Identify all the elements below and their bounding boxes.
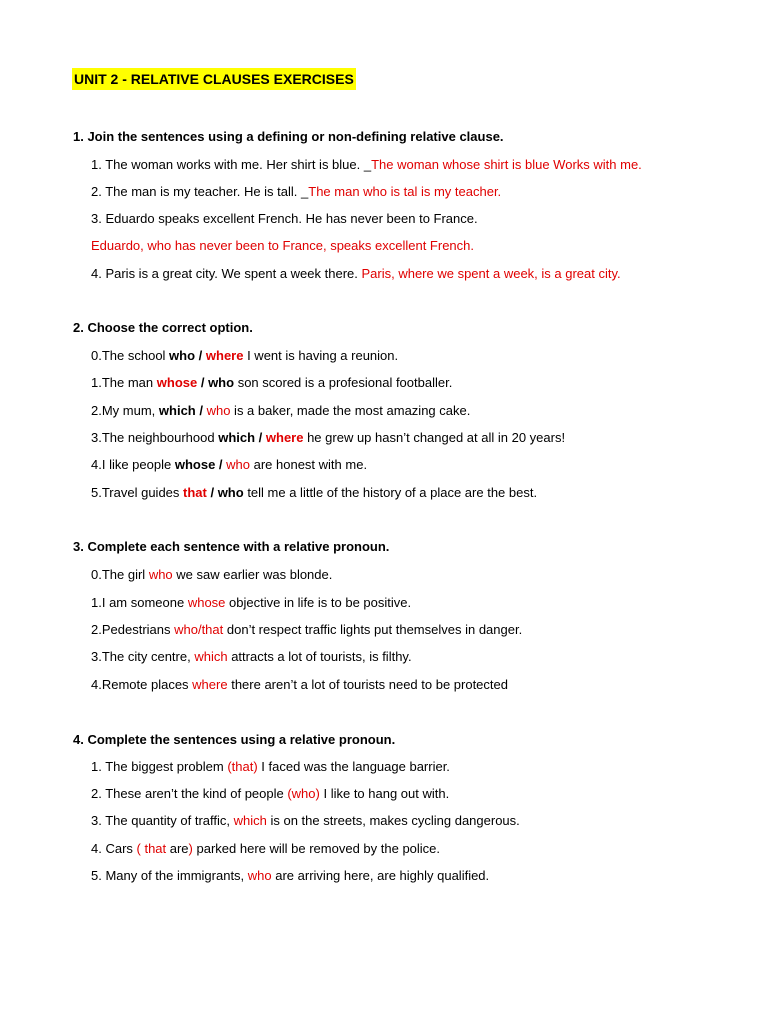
answer-text: which	[233, 813, 267, 828]
exercise-text: 4. Paris is a great city. We spent a week there.	[91, 266, 362, 281]
exercise-line	[91, 429, 565, 446]
exercise-line	[91, 347, 398, 364]
answer-text: who	[148, 567, 173, 582]
exercise-text: 4.Remote places	[91, 677, 193, 692]
exercise-line	[91, 237, 474, 254]
exercise-text: 2.Pedestrians	[91, 622, 175, 637]
exercise-text: 2.My mum,	[91, 403, 159, 418]
answer-text: )	[188, 841, 193, 856]
answer-text: Paris, where we spent a week, is a great city.	[361, 266, 621, 281]
exercise-line	[91, 785, 449, 802]
exercise-text: we saw earlier was blonde.	[172, 567, 333, 582]
exercise-text: 3. Eduardo speaks excellent French. He has never been to France.	[91, 211, 478, 226]
page-title: UNIT 2 - RELATIVE CLAUSES EXERCISES	[72, 68, 356, 90]
exercise-line	[91, 156, 642, 173]
section-heading: 3. Complete each sentence with a relative pronoun.	[73, 539, 390, 554]
answer-text: The man who is tal is my teacher.	[308, 184, 502, 199]
exercise-line	[91, 265, 621, 282]
exercise-line	[91, 566, 332, 583]
exercise-line	[91, 183, 501, 200]
exercise-text: which /	[158, 403, 207, 418]
exercise-line	[91, 758, 450, 775]
exercise-text: which /	[218, 430, 266, 445]
exercise-line	[91, 594, 411, 611]
exercise-line	[91, 402, 470, 419]
exercise-text: 5.Travel guides	[91, 485, 184, 500]
exercise-text: don’t respect traffic lights put themselves in danger.	[223, 622, 523, 637]
answer-text: where	[192, 677, 228, 692]
answer-text: The woman whose shirt is blue Works with me.	[371, 157, 642, 172]
answer-text: whose	[156, 375, 198, 390]
exercise-text: I like to hang out with.	[319, 786, 450, 801]
answer-text: who	[206, 403, 231, 418]
exercise-text: are	[166, 841, 189, 856]
exercise-text: son scored is a profesional footballer.	[234, 375, 453, 390]
exercise-text: attracts a lot of tourists, is filthy.	[227, 649, 412, 664]
exercise-text: 5. Many of the immigrants,	[91, 868, 248, 883]
exercise-text: 2. The man is my teacher. He is tall. _	[91, 184, 309, 199]
answer-text: where	[265, 430, 304, 445]
exercise-line	[91, 456, 367, 473]
exercise-text: is on the streets, makes cycling dangerous.	[266, 813, 520, 828]
exercise-line	[91, 867, 489, 884]
answer-text: (who)	[287, 786, 320, 801]
exercise-line	[91, 374, 452, 391]
exercise-text: 1. The woman works with me. Her shirt is blue. _	[91, 157, 372, 172]
exercise-text: who /	[169, 348, 206, 363]
answer-text: ( that	[136, 841, 167, 856]
section-heading: 1. Join the sentences using a defining or non-defining relative clause.	[73, 129, 504, 144]
answer-text: that	[183, 485, 207, 500]
exercise-line	[91, 812, 520, 829]
exercise-text: are arriving here, are highly qualified.	[271, 868, 490, 883]
exercise-text: 3.The city centre,	[91, 649, 195, 664]
exercise-text: 2. These aren’t the kind of people	[91, 786, 288, 801]
answer-text: who/that	[174, 622, 224, 637]
answer-text: who	[247, 868, 272, 883]
answer-text: which	[194, 649, 228, 664]
exercise-text: 0.The school	[91, 348, 170, 363]
answer-text: whose	[187, 595, 226, 610]
answer-text: (that)	[227, 759, 258, 774]
exercise-text: whose /	[174, 457, 227, 472]
exercise-text: I went is having a reunion.	[243, 348, 399, 363]
exercise-line	[91, 676, 508, 693]
exercise-text: 3.The neighbourhood	[91, 430, 219, 445]
answer-text: Eduardo, who has never been to France, speaks excellent French.	[91, 238, 474, 253]
exercise-line	[91, 648, 412, 665]
exercise-text: objective in life is to be positive.	[225, 595, 412, 610]
exercise-text: he grew up hasn’t changed at all in 20 years!	[303, 430, 566, 445]
exercise-text: 1.I am someone	[91, 595, 188, 610]
section-heading: 4. Complete the sentences using a relative pronoun.	[73, 732, 396, 747]
exercise-text: are honest with me.	[250, 457, 368, 472]
exercise-line	[91, 621, 522, 638]
exercise-text: I faced was the language barrier.	[257, 759, 450, 774]
exercise-text: parked here will be removed by the police.	[192, 841, 441, 856]
exercise-line	[91, 210, 478, 227]
exercise-text: / who	[197, 375, 235, 390]
exercise-text: 0.The girl	[91, 567, 149, 582]
exercise-text: 4. Cars	[91, 841, 137, 856]
exercise-text: tell me a little of the history of a place are the best.	[243, 485, 538, 500]
exercise-text: 1. The biggest problem	[91, 759, 228, 774]
exercise-text: is a baker, made the most amazing cake.	[230, 403, 471, 418]
exercise-text: there aren’t a lot of tourists need to be protected	[227, 677, 508, 692]
exercise-text: 3. The quantity of traffic,	[91, 813, 234, 828]
answer-text: where	[205, 348, 244, 363]
answer-text: who	[226, 457, 250, 472]
exercise-text: / who	[206, 485, 244, 500]
exercise-text: 1.The man	[91, 375, 157, 390]
exercise-line	[91, 484, 537, 501]
exercise-line	[91, 840, 440, 857]
section-heading: 2. Choose the correct option.	[73, 320, 253, 335]
exercise-text: 4.I like people	[91, 457, 175, 472]
